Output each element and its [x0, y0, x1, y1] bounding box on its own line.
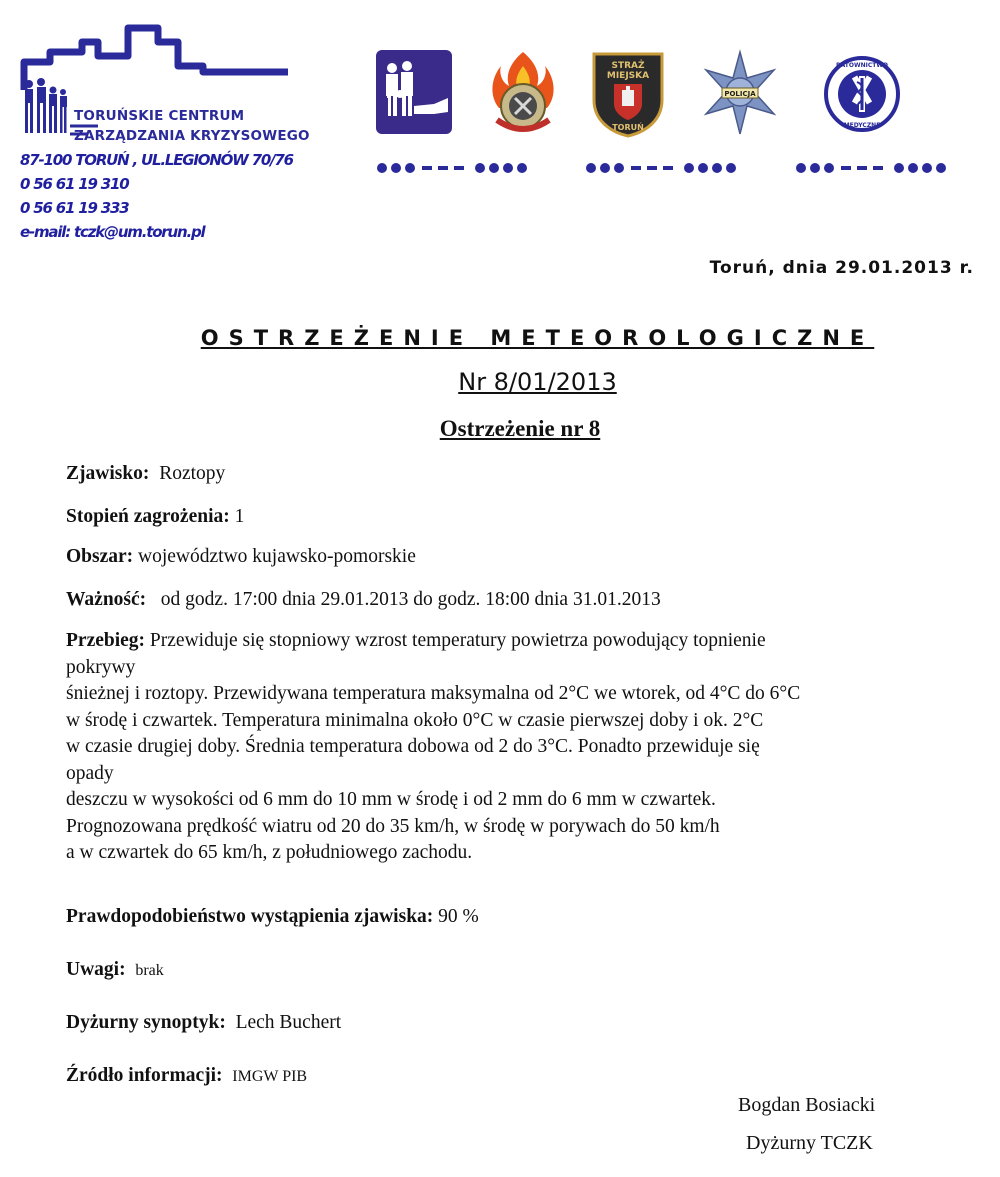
- decorative-dot-dash-row: [376, 158, 528, 178]
- course-line: Prognozowana prędkość wiatru od 20 do 35 km/h, w środę w porywach do 50 km/h: [66, 815, 720, 837]
- field-value: brak: [135, 962, 164, 979]
- police-label: POLICJA: [724, 90, 756, 98]
- field-hazard-level: [66, 505, 244, 529]
- organization-name-line1: TORUŃSKIE CENTRUM: [74, 108, 245, 124]
- signatory-role: Dyżurny TCZK: [746, 1132, 873, 1154]
- field-label: Przebieg:: [66, 630, 146, 651]
- field-value: od godz. 17:00 dnia 29.01.2013 do godz. 18:00 dnia 31.01.2013: [160, 589, 661, 610]
- field-value: IMGW PIB: [232, 1068, 308, 1085]
- field-course-description: [66, 628, 986, 867]
- rescue-text-top: RATOWNICTWO: [835, 62, 889, 69]
- field-value: województwo kujawsko-pomorskie: [138, 546, 416, 567]
- field-label: Stopień zagrożenia:: [66, 506, 230, 527]
- guard-text-top: STRAŻ: [611, 61, 645, 71]
- email-address: e-mail: tczk@um.torun.pl: [20, 223, 205, 241]
- address: 87-100 TORUŃ , UL.LEGIONÓW 70/76: [20, 151, 293, 169]
- organization-name: [74, 106, 310, 146]
- field-value: Roztopy: [159, 463, 226, 484]
- field-validity: [66, 588, 661, 612]
- field-area: [66, 545, 416, 569]
- phone-number-1: 0 56 61 19 310: [20, 175, 129, 193]
- municipal-guard-emblem-icon: [588, 48, 668, 138]
- skyline-outline: [24, 28, 288, 90]
- document-date: Toruń, dnia 29.01.2013 r.: [709, 258, 974, 278]
- field-remarks: Uwagi: brak: [66, 959, 164, 980]
- signature-block: [738, 1086, 875, 1162]
- fire-brigade-emblem-icon: [483, 48, 563, 138]
- course-line: Przebieg: Przewiduje się stopniowy wzrost temperatury powietrza powodujący topnienie: [66, 630, 766, 651]
- contact-block: [20, 148, 293, 244]
- course-line: pokrywy: [66, 656, 136, 678]
- course-line: opady: [66, 762, 114, 784]
- field-value: Lech Buchert: [235, 1012, 342, 1033]
- field-label: Dyżurny synoptyk:: [66, 1012, 226, 1033]
- guard-text-bottom: TORUŃ: [612, 123, 644, 132]
- course-line: w czasie drugiej doby. Średnia temperatura dobowa od 2 do 3°C. Ponadto przewiduje się: [66, 736, 760, 757]
- police-star-emblem-icon: [700, 48, 780, 138]
- course-line: deszczu w wysokości od 6 mm do 10 mm w środę i od 2 mm do 6 mm w czwartek.: [66, 789, 716, 810]
- guard-text-mid: MIEJSKA: [606, 71, 650, 81]
- field-value: 90 %: [438, 906, 479, 927]
- field-duty-forecaster: [66, 1011, 341, 1035]
- family-figures-icon: [25, 78, 67, 133]
- document-title: OSTRZEŻENIE METEOROLOGICZNE: [200, 326, 875, 350]
- warning-subtitle: Ostrzeżenie nr 8: [439, 416, 601, 441]
- field-label: Obszar:: [66, 546, 134, 567]
- warning-number: Nr 8/01/2013: [458, 368, 617, 396]
- organization-name-line2: ZARZĄDZANIA KRYZYSOWEGO: [74, 128, 310, 144]
- decorative-dot-dash-row: [585, 158, 737, 178]
- field-probability: [66, 905, 479, 929]
- course-line: w środę i czwartek. Temperatura minimalna około 0°C w czasie pierwszej doby i ok. 2°C: [66, 709, 764, 731]
- field-value: 1: [234, 506, 245, 527]
- field-label: Zjawisko:: [66, 463, 150, 484]
- course-line: a w czwartek do 65 km/h, z południowego zachodu.: [66, 842, 473, 863]
- field-label: Źródło informacji:: [66, 1065, 223, 1086]
- signatory-name: Bogdan Bosiacki: [738, 1094, 876, 1116]
- course-line: śnieżnej i roztopy. Przewidywana temperatura maksymalna od 2°C we wtorek, od 4°C do 6°C: [66, 683, 801, 704]
- field-phenomenon: [66, 462, 225, 486]
- decorative-dot-dash-row: [795, 158, 947, 178]
- social-assistance-emblem-icon: [374, 48, 454, 138]
- phone-number-2: 0 56 61 19 333: [20, 199, 129, 217]
- field-label: Prawdopodobieństwo wystąpienia zjawiska:: [66, 906, 434, 927]
- field-label: Ważność:: [66, 589, 147, 610]
- medical-rescue-emblem-icon: [822, 48, 902, 138]
- field-label: Uwagi: [66, 959, 120, 980]
- rescue-text-bottom: MEDYCZNE: [843, 122, 881, 129]
- field-information-source: [66, 1064, 307, 1089]
